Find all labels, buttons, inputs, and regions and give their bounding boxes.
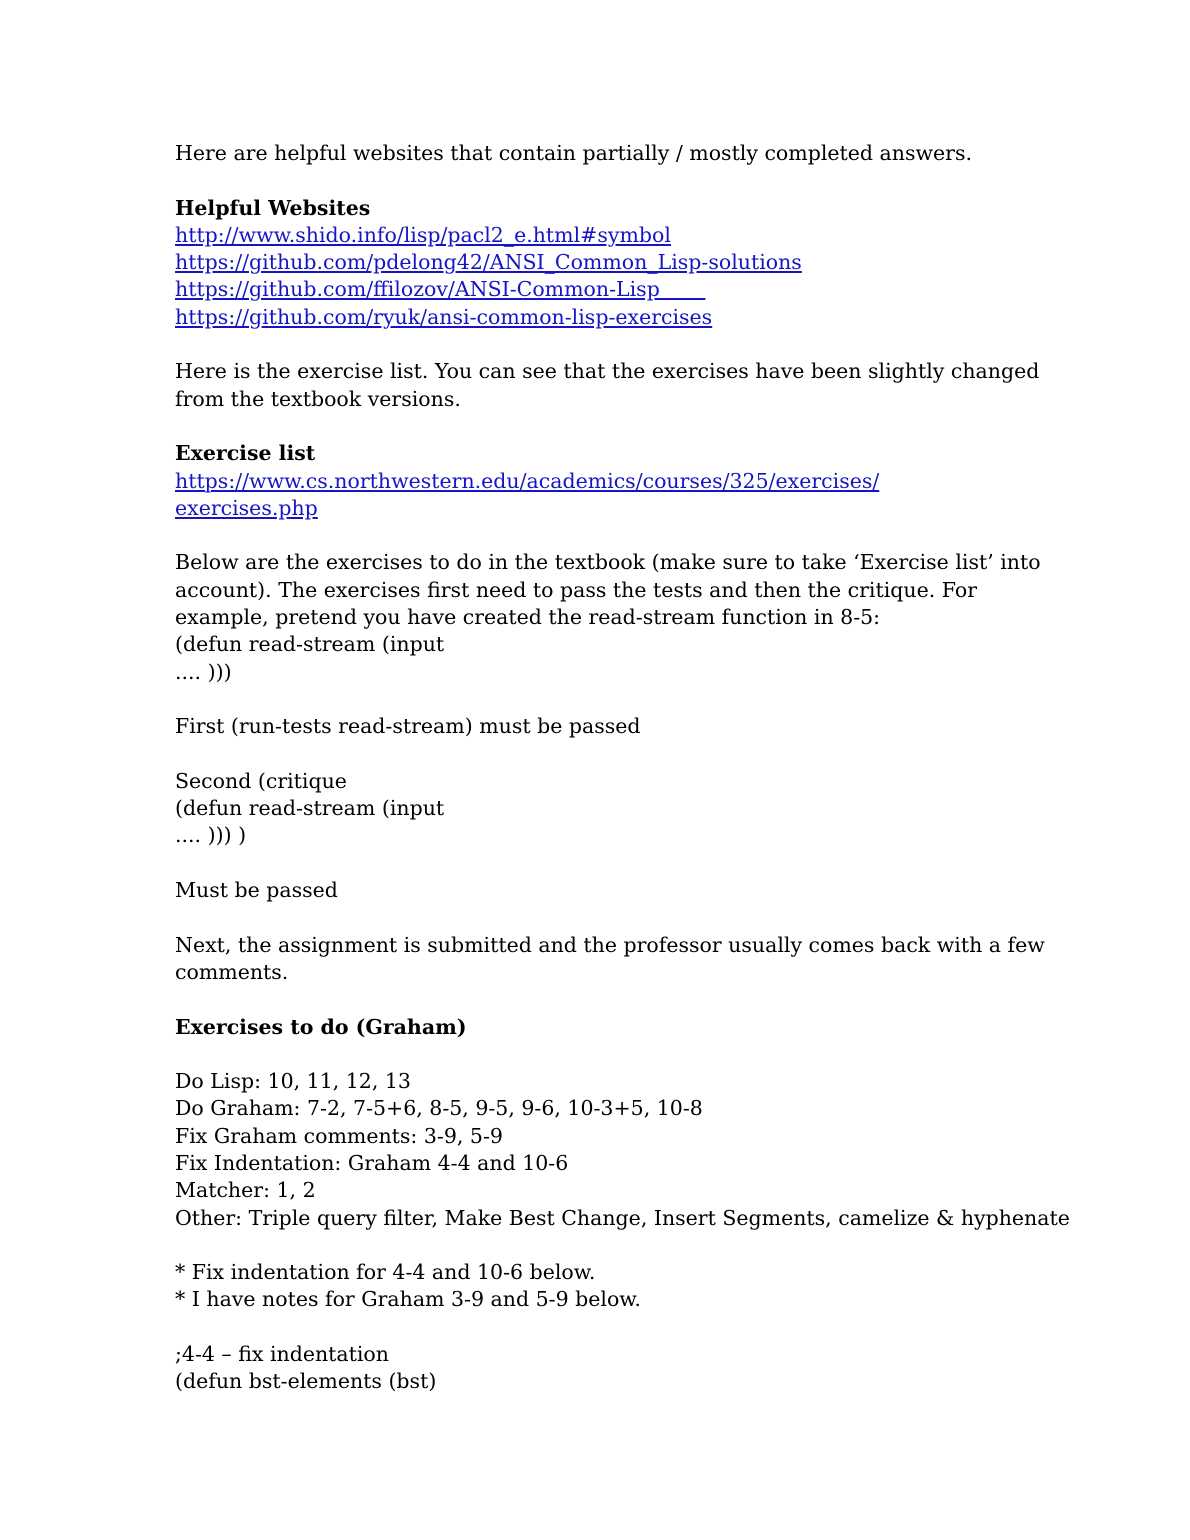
exercise-item: Matcher: 1, 2 [175, 1178, 316, 1203]
exercise-list-link-part-1[interactable]: https://www.cs.northwestern.edu/academics/courses/325/exercises/ [175, 468, 880, 493]
spacer [175, 1041, 1035, 1068]
exercise-intro-line-1: Here is the exercise list. You can see that the exercises have been slightly changed [175, 359, 1040, 384]
code-line: .... ))) [175, 659, 232, 684]
exercise-item: Do Graham: 7-2, 7-5+6, 8-5, 9-5, 9-6, 10-3+5, 10-8 [175, 1096, 703, 1121]
link-ryuk[interactable]: https://github.com/ryuk/ansi-common-lisp-exercises [175, 304, 713, 329]
exercise-list-link-part-2[interactable]: exercises.php [175, 495, 318, 520]
spacer [175, 850, 1035, 877]
spacer [175, 522, 1035, 549]
exercise-item: Fix Indentation: Graham 4-4 and 10-6 [175, 1150, 569, 1175]
intro-text: Here are helpful websites that contain partially / mostly completed answers. [175, 141, 972, 165]
below-line-3: example, pretend you have created the read-stream function in 8-5: [175, 605, 881, 630]
link-row [175, 249, 1035, 276]
below-line-1: Below are the exercises to do in the textbook (make sure to take ‘Exercise list’ into [175, 550, 1041, 575]
code-line: (defun bst-elements (bst) [175, 1369, 437, 1394]
note-item: * I have notes for Graham 3-9 and 5-9 below. [175, 1287, 641, 1312]
exercise-item: Fix Graham comments: 3-9, 5-9 [175, 1123, 503, 1148]
exercise-item: Do Lisp: 10, 11, 12, 13 [175, 1069, 411, 1094]
second-step-line-3: .... ))) ) [175, 823, 247, 848]
second-step-line-1: Second (critique [175, 768, 347, 793]
next-line-2: comments. [175, 959, 289, 984]
spacer [175, 167, 1035, 194]
exercises-heading: Exercises to do (Graham) [175, 1014, 467, 1039]
must-be-passed-text: Must be passed [175, 878, 338, 903]
spacer [175, 1232, 1035, 1259]
note-item: * Fix indentation for 4-4 and 10-6 below. [175, 1260, 596, 1285]
code-comment: ;4-4 – fix indentation [175, 1342, 389, 1367]
link-ffilozov[interactable]: https://github.com/ffilozov/ANSI-Common-Lisp [175, 277, 706, 302]
spacer [175, 686, 1035, 713]
link-row [175, 304, 1035, 331]
spacer [175, 904, 1035, 931]
next-line-1: Next, the assignment is submitted and the professor usually comes back with a few [175, 932, 1045, 957]
spacer [175, 741, 1035, 768]
spacer [175, 413, 1035, 440]
first-step-text: First (run-tests read-stream) must be passed [175, 714, 641, 739]
below-line-2: account). The exercises first need to pass the tests and then the critique. For [175, 577, 977, 602]
spacer [175, 331, 1035, 358]
link-pdelong42[interactable]: https://github.com/pdelong42/ANSI_Common_Lisp-solutions [175, 250, 802, 275]
link-row [175, 468, 1035, 495]
exercise-item: Other: Triple query filter, Make Best Change, Insert Segments, camelize & hyphenate [175, 1205, 1070, 1230]
document-page [175, 140, 1070, 1396]
second-step-line-2: (defun read-stream (input [175, 796, 445, 821]
link-row [175, 222, 1035, 249]
helpful-websites-heading: Helpful Websites [175, 195, 371, 220]
link-row [175, 495, 1035, 522]
link-row [175, 276, 1035, 303]
code-line: (defun read-stream (input [175, 632, 445, 657]
exercise-list-heading: Exercise list [175, 441, 316, 466]
exercise-intro-line-2: from the textbook versions. [175, 386, 461, 411]
link-shido[interactable]: http://www.shido.info/lisp/pacl2_e.html#symbol [175, 222, 671, 247]
spacer [175, 1314, 1035, 1341]
spacer [175, 986, 1035, 1013]
